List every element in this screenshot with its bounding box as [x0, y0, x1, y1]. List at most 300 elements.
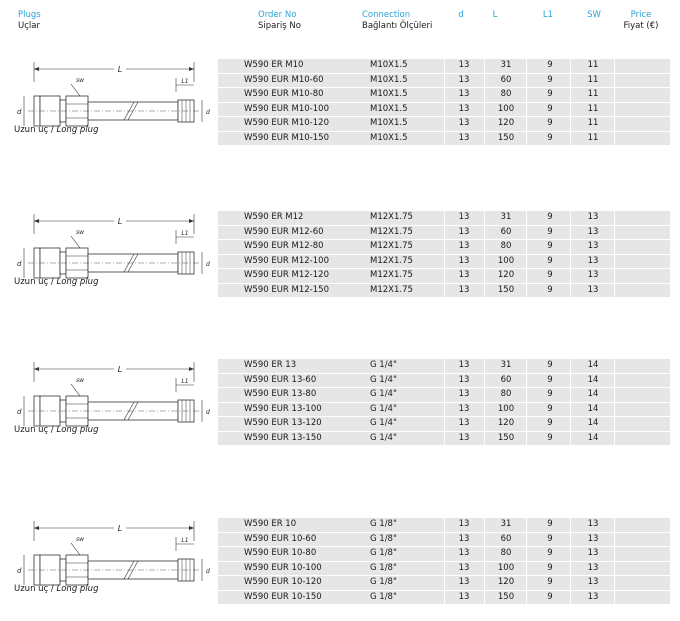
column-divider	[526, 226, 527, 240]
l1-cell: 9	[547, 403, 553, 414]
column-divider	[526, 432, 527, 446]
table-row	[218, 284, 670, 298]
column-divider	[614, 562, 615, 576]
column-divider	[526, 132, 527, 146]
l1-cell: 9	[547, 270, 553, 280]
connection-header	[362, 10, 432, 32]
svg-text:L1: L1	[181, 230, 189, 237]
svg-text:L1: L1	[181, 378, 189, 385]
plug-caption-tr: Uzun uç /	[14, 584, 57, 594]
order-no-cell: W590 EUR M12-120	[244, 270, 329, 280]
sw-cell: 13	[587, 577, 599, 587]
svg-text:d: d	[17, 408, 22, 416]
svg-text:sw: sw	[76, 536, 85, 543]
connection-cell: M12X1.75	[370, 241, 413, 251]
order-no-cell: W590 ER M12	[244, 212, 304, 222]
connection-cell: M10X1.5	[370, 132, 408, 143]
d-cell: 13	[458, 432, 470, 443]
column-divider	[614, 88, 615, 102]
sw-cell: 11	[587, 118, 599, 128]
d-cell: 13	[458, 533, 470, 544]
column-divider	[614, 533, 615, 547]
svg-text:L: L	[117, 524, 123, 533]
column-divider	[526, 576, 527, 590]
column-divider	[484, 117, 485, 131]
l1-cell: 9	[547, 389, 553, 399]
connection-cell: G 1/8"	[370, 591, 397, 602]
l1-cell: 9	[547, 577, 553, 587]
price-header-tr: Fiyat (€)	[623, 21, 659, 31]
column-divider	[614, 74, 615, 88]
order-no-cell: W590 EUR 10-100	[244, 562, 322, 573]
column-divider	[484, 374, 485, 388]
plug-table	[218, 59, 670, 146]
connection-cell: G 1/4"	[370, 389, 397, 399]
l-cell: 80	[500, 548, 512, 558]
svg-text:sw: sw	[76, 377, 85, 384]
order-no-cell: W590 EUR M12-60	[244, 226, 324, 237]
connection-cell: G 1/4"	[370, 374, 397, 385]
plug-group-3	[0, 352, 680, 452]
d-cell: 13	[458, 226, 470, 237]
column-divider	[614, 359, 615, 373]
column-divider	[484, 533, 485, 547]
l-cell: 150	[497, 591, 515, 602]
sw-cell: 13	[587, 548, 599, 558]
column-divider	[526, 374, 527, 388]
column-divider	[526, 117, 527, 131]
column-divider	[484, 226, 485, 240]
column-divider	[614, 255, 615, 269]
sw-cell: 13	[587, 212, 599, 222]
sw-cell: 14	[587, 432, 599, 443]
sw-cell: 11	[587, 103, 599, 114]
connection-cell: M12X1.75	[370, 212, 413, 222]
column-divider	[614, 59, 615, 73]
order-no-cell: W590 EUR 13-80	[244, 389, 317, 399]
column-divider	[614, 547, 615, 561]
order-no-cell: W590 ER M10	[244, 60, 304, 70]
column-divider	[526, 359, 527, 373]
plug-caption-tr: Uzun uç /	[14, 277, 57, 287]
order-no-cell: W590 EUR 10-60	[244, 533, 317, 544]
table-row	[218, 533, 670, 547]
order-no-cell: W590 EUR M12-80	[244, 241, 324, 251]
order-no-cell: W590 EUR M10-60	[244, 74, 324, 85]
plug-caption-tr: Uzun uç /	[14, 425, 57, 435]
column-divider	[526, 240, 527, 254]
column-divider	[526, 74, 527, 88]
column-divider	[614, 374, 615, 388]
l-cell: 120	[497, 577, 515, 587]
order-no-cell: W590 EUR 13-120	[244, 418, 322, 428]
connection-cell: M12X1.75	[370, 226, 413, 237]
d-cell: 13	[458, 132, 470, 143]
l1-cell: 9	[547, 548, 553, 558]
plug-group-4	[0, 511, 680, 611]
svg-text:d: d	[206, 409, 210, 416]
l-header-label: L	[492, 10, 498, 20]
l1-cell: 9	[547, 241, 553, 251]
svg-text:d: d	[206, 109, 210, 116]
sw-cell: 11	[587, 74, 599, 85]
plug-caption	[14, 584, 98, 594]
l1-cell: 9	[547, 212, 553, 222]
table-row	[218, 103, 670, 117]
l-cell: 31	[500, 360, 512, 370]
column-divider	[614, 388, 615, 402]
l-cell: 120	[497, 118, 515, 128]
table-row	[218, 417, 670, 431]
column-divider	[614, 417, 615, 431]
plug-caption-tr: Uzun uç /	[14, 125, 57, 135]
order-no-cell: W590 EUR M10-80	[244, 89, 324, 99]
l1-cell: 9	[547, 89, 553, 99]
svg-text:d: d	[17, 108, 22, 116]
price-header	[620, 10, 662, 32]
table-row	[218, 211, 670, 225]
svg-text:sw: sw	[76, 229, 85, 236]
plugs-header	[18, 10, 41, 32]
order-no-cell: W590 EUR M10-120	[244, 118, 329, 128]
column-divider	[526, 388, 527, 402]
plug-caption-en: Long plug	[56, 425, 99, 435]
column-divider	[614, 240, 615, 254]
sw-cell: 13	[587, 533, 599, 544]
order-no-cell: W590 EUR 10-80	[244, 548, 317, 558]
l-cell: 120	[497, 270, 515, 280]
sw-cell: 11	[587, 89, 599, 99]
column-divider	[484, 211, 485, 225]
sw-cell: 13	[587, 519, 599, 529]
l-header	[489, 10, 501, 21]
sw-cell: 13	[587, 226, 599, 237]
table-row	[218, 240, 670, 254]
plugs-header-tr: Uçlar	[18, 21, 40, 31]
d-cell: 13	[458, 374, 470, 385]
plug-caption	[14, 125, 98, 135]
d-cell: 13	[458, 103, 470, 114]
svg-text:L: L	[117, 365, 123, 374]
table-row	[218, 562, 670, 576]
l-cell: 31	[500, 60, 512, 70]
l-cell: 60	[500, 374, 512, 385]
sw-cell: 11	[587, 60, 599, 70]
column-divider	[614, 226, 615, 240]
plug-table	[218, 518, 670, 605]
column-divider	[526, 518, 527, 532]
column-divider	[484, 359, 485, 373]
plug-caption-en: Long plug	[56, 584, 99, 594]
l-cell: 80	[500, 389, 512, 399]
column-divider	[526, 533, 527, 547]
table-row	[218, 403, 670, 417]
connection-header-tr: Bağlantı Ölçüleri	[362, 21, 433, 31]
order-no-cell: W590 EUR 10-150	[244, 591, 322, 602]
d-cell: 13	[458, 212, 470, 222]
column-divider	[614, 269, 615, 283]
d-cell: 13	[458, 403, 470, 414]
l-cell: 120	[497, 418, 515, 428]
l1-cell: 9	[547, 226, 553, 237]
column-divider	[526, 269, 527, 283]
l1-cell: 9	[547, 432, 553, 443]
table-row	[218, 117, 670, 131]
l1-cell: 9	[547, 591, 553, 602]
l-cell: 60	[500, 533, 512, 544]
column-divider	[526, 562, 527, 576]
l1-cell: 9	[547, 284, 553, 295]
column-divider	[484, 562, 485, 576]
connection-cell: M10X1.5	[370, 60, 408, 70]
connection-cell: M12X1.75	[370, 270, 413, 280]
connection-cell: G 1/8"	[370, 548, 397, 558]
plug-caption	[14, 425, 98, 435]
l1-cell: 9	[547, 533, 553, 544]
plug-table	[218, 359, 670, 446]
table-row	[218, 74, 670, 88]
plug-caption	[14, 277, 98, 287]
l1-cell: 9	[547, 103, 553, 114]
d-cell: 13	[458, 284, 470, 295]
svg-text:L: L	[117, 65, 123, 74]
l-cell: 100	[497, 255, 515, 266]
connection-cell: G 1/4"	[370, 432, 397, 443]
l-cell: 60	[500, 226, 512, 237]
order-no-header	[258, 10, 301, 32]
l1-cell: 9	[547, 374, 553, 385]
l-cell: 60	[500, 74, 512, 85]
column-divider	[484, 432, 485, 446]
column-divider	[484, 74, 485, 88]
column-divider	[484, 255, 485, 269]
d-header	[455, 10, 467, 21]
table-row	[218, 518, 670, 532]
svg-text:L1: L1	[181, 78, 189, 85]
d-cell: 13	[458, 418, 470, 428]
column-divider	[484, 269, 485, 283]
column-divider	[484, 284, 485, 298]
table-row	[218, 374, 670, 388]
l1-header	[540, 10, 556, 21]
l-cell: 100	[497, 562, 515, 573]
d-cell: 13	[458, 74, 470, 85]
column-divider	[484, 417, 485, 431]
sw-cell: 13	[587, 270, 599, 280]
table-row	[218, 576, 670, 590]
sw-header	[584, 10, 604, 21]
column-divider	[614, 403, 615, 417]
column-divider	[614, 576, 615, 590]
column-divider	[526, 403, 527, 417]
column-divider	[526, 59, 527, 73]
sw-cell: 13	[587, 284, 599, 295]
order-no-cell: W590 ER 13	[244, 360, 297, 370]
column-divider	[526, 255, 527, 269]
column-divider	[484, 547, 485, 561]
column-divider	[526, 547, 527, 561]
column-divider	[614, 284, 615, 298]
l1-cell: 9	[547, 519, 553, 529]
l-cell: 31	[500, 212, 512, 222]
plug-caption-en: Long plug	[56, 277, 99, 287]
connection-cell: G 1/8"	[370, 519, 397, 529]
table-row	[218, 132, 670, 146]
table-row	[218, 88, 670, 102]
order-no-cell: W590 EUR 13-100	[244, 403, 322, 414]
order-no-cell: W590 EUR M10-150	[244, 132, 329, 143]
l1-cell: 9	[547, 360, 553, 370]
l1-cell: 9	[547, 74, 553, 85]
sw-cell: 14	[587, 418, 599, 428]
column-divider	[614, 211, 615, 225]
column-divider	[484, 388, 485, 402]
table-row	[218, 59, 670, 73]
column-divider	[526, 284, 527, 298]
connection-header-en: Connection	[362, 10, 411, 20]
table-row	[218, 547, 670, 561]
sw-cell: 14	[587, 374, 599, 385]
connection-cell: G 1/4"	[370, 418, 397, 428]
column-divider	[614, 132, 615, 146]
connection-cell: G 1/8"	[370, 562, 397, 573]
order-no-cell: W590 EUR 13-150	[244, 432, 322, 443]
d-cell: 13	[458, 360, 470, 370]
l-cell: 150	[497, 284, 515, 295]
column-divider	[526, 88, 527, 102]
table-row	[218, 432, 670, 446]
connection-cell: G 1/4"	[370, 360, 397, 370]
plugs-header-en: Plugs	[18, 10, 41, 20]
order-no-cell: W590 EUR 10-120	[244, 577, 322, 587]
svg-text:d: d	[17, 567, 22, 575]
column-divider	[484, 59, 485, 73]
plug-table	[218, 211, 670, 298]
table-row	[218, 388, 670, 402]
connection-cell: G 1/4"	[370, 403, 397, 414]
d-cell: 13	[458, 548, 470, 558]
svg-text:sw: sw	[76, 77, 85, 84]
connection-cell: G 1/8"	[370, 577, 397, 587]
l-cell: 100	[497, 403, 515, 414]
column-divider	[614, 591, 615, 605]
sw-cell: 13	[587, 591, 599, 602]
d-cell: 13	[458, 389, 470, 399]
plug-group-1	[0, 52, 680, 152]
sw-cell: 11	[587, 132, 599, 143]
column-divider	[484, 88, 485, 102]
l1-cell: 9	[547, 132, 553, 143]
column-divider	[526, 417, 527, 431]
l1-header-label: L1	[542, 10, 554, 20]
order-no-cell: W590 EUR M12-150	[244, 284, 329, 295]
l-cell: 80	[500, 89, 512, 99]
d-cell: 13	[458, 270, 470, 280]
order-no-header-tr: Sipariş No	[258, 21, 301, 31]
connection-cell: M10X1.5	[370, 74, 408, 85]
order-no-cell: W590 EUR M12-100	[244, 255, 329, 266]
d-cell: 13	[458, 519, 470, 529]
d-cell: 13	[458, 89, 470, 99]
plug-caption-en: Long plug	[56, 125, 99, 135]
sw-cell: 14	[587, 389, 599, 399]
column-divider	[484, 591, 485, 605]
column-divider	[484, 240, 485, 254]
column-divider	[526, 103, 527, 117]
l-cell: 150	[497, 132, 515, 143]
connection-cell: G 1/8"	[370, 533, 397, 544]
column-divider	[484, 576, 485, 590]
svg-text:d: d	[206, 261, 210, 268]
connection-cell: M12X1.75	[370, 284, 413, 295]
l-cell: 31	[500, 519, 512, 529]
table-row	[218, 226, 670, 240]
column-divider	[484, 518, 485, 532]
table-row	[218, 591, 670, 605]
l1-cell: 9	[547, 60, 553, 70]
table-row	[218, 255, 670, 269]
order-no-header-en: Order No	[258, 10, 297, 20]
table-row	[218, 359, 670, 373]
order-no-cell: W590 EUR M10-100	[244, 103, 329, 114]
order-no-cell: W590 EUR 13-60	[244, 374, 317, 385]
sw-cell: 13	[587, 241, 599, 251]
d-cell: 13	[458, 562, 470, 573]
svg-text:d: d	[17, 260, 22, 268]
column-divider	[526, 211, 527, 225]
column-divider	[614, 518, 615, 532]
sw-cell: 14	[587, 403, 599, 414]
column-divider	[614, 103, 615, 117]
column-divider	[484, 403, 485, 417]
l1-cell: 9	[547, 562, 553, 573]
svg-text:d: d	[206, 568, 210, 575]
column-divider	[484, 103, 485, 117]
d-cell: 13	[458, 241, 470, 251]
price-header-en: Price	[630, 10, 652, 20]
connection-cell: M10X1.5	[370, 89, 408, 99]
plug-group-2	[0, 204, 680, 304]
sw-header-label: SW	[587, 10, 601, 20]
column-divider	[526, 591, 527, 605]
d-cell: 13	[458, 60, 470, 70]
d-cell: 13	[458, 577, 470, 587]
sw-cell: 13	[587, 255, 599, 266]
l1-cell: 9	[547, 418, 553, 428]
table-row	[218, 269, 670, 283]
column-divider	[614, 432, 615, 446]
connection-cell: M12X1.75	[370, 255, 413, 266]
svg-text:L: L	[117, 217, 123, 226]
sw-cell: 14	[587, 360, 599, 370]
column-divider	[614, 117, 615, 131]
d-cell: 13	[458, 591, 470, 602]
l-cell: 100	[497, 103, 515, 114]
l1-cell: 9	[547, 255, 553, 266]
l-cell: 150	[497, 432, 515, 443]
connection-cell: M10X1.5	[370, 103, 408, 114]
column-divider	[484, 132, 485, 146]
l-cell: 80	[500, 241, 512, 251]
d-cell: 13	[458, 118, 470, 128]
sw-cell: 13	[587, 562, 599, 573]
l1-cell: 9	[547, 118, 553, 128]
d-cell: 13	[458, 255, 470, 266]
d-header-label: d	[458, 10, 464, 20]
connection-cell: M10X1.5	[370, 118, 408, 128]
svg-text:L1: L1	[181, 537, 189, 544]
order-no-cell: W590 ER 10	[244, 519, 297, 529]
